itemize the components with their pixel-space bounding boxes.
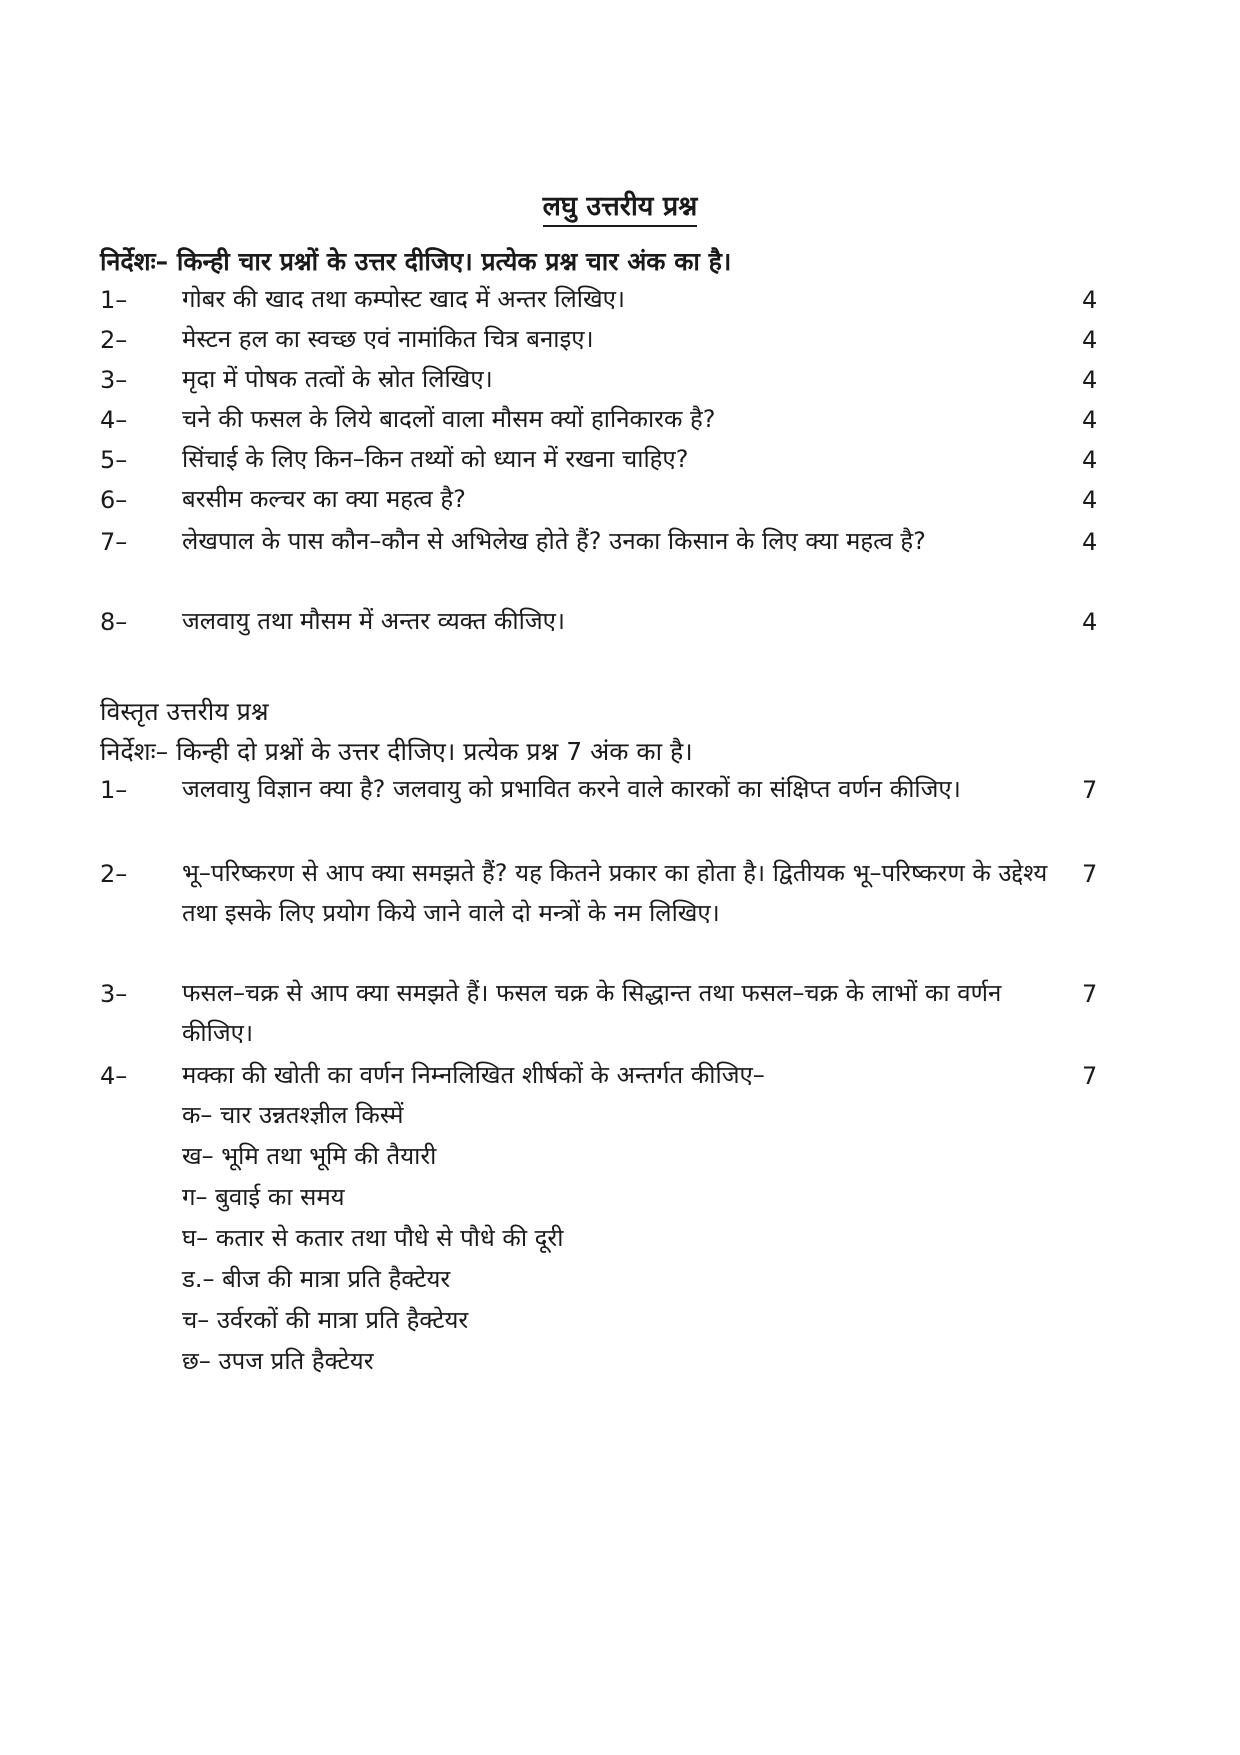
question-number: 3– — [100, 366, 128, 394]
question-marks: 4 — [1082, 286, 1098, 314]
sub-item-ka: क– चार उन्नतश्ज्ञील किस्में — [182, 1101, 404, 1129]
long-answer-title: विस्तृत उत्तरीय प्रश्न — [100, 697, 269, 726]
question-number: 3– — [100, 980, 128, 1008]
question-text: गोबर की खाद तथा कम्पोस्ट खाद में अन्तर लिखिए। — [182, 285, 625, 313]
sub-item-chha: छ– उपज प्रति हैक्टेयर — [182, 1347, 374, 1375]
question-text: मक्का की खोती का वर्णन निम्नलिखित शीर्षकों के अन्तर्गत कीजिए– — [182, 1061, 765, 1089]
sub-item-kha: ख– भूमि तथा भूमि की तैयारी — [182, 1142, 437, 1170]
question-text: जलवायु तथा मौसम में अन्तर व्यक्त कीजिए। — [182, 607, 565, 635]
question-marks: 4 — [1082, 486, 1098, 514]
question-marks: 4 — [1082, 366, 1098, 394]
sub-item-ga: ग– बुवाई का समय — [182, 1183, 345, 1211]
question-number: 2– — [100, 326, 128, 354]
question-marks: 4 — [1082, 446, 1098, 474]
sub-item-cha: च– उर्वरकों की मात्रा प्रति हैक्टेयर — [182, 1306, 469, 1334]
question-marks: 4 — [1082, 406, 1098, 434]
short-answer-title — [0, 186, 1240, 223]
question-number: 8– — [100, 608, 128, 636]
question-number: 5– — [100, 446, 128, 474]
question-marks: 4 — [1082, 528, 1098, 556]
question-number: 4– — [100, 1062, 128, 1090]
question-number: 7– — [100, 528, 128, 556]
short-answer-instruction: निर्देशः– किन्ही चार प्रश्नों के उत्तर दीजिए। प्रत्येक प्रश्न चार अंक का है। — [100, 247, 732, 276]
question-number: 1– — [100, 286, 128, 314]
question-number: 2– — [100, 860, 128, 888]
question-marks: 4 — [1082, 326, 1098, 354]
question-number: 6– — [100, 486, 128, 514]
question-text: जलवायु विज्ञान क्या है? जलवायु को प्रभावित करने वाले कारकों का संक्षिप्त वर्णन कीजिए। — [182, 775, 961, 803]
sub-item-gha: घ– कतार से कतार तथा पौधे से पौधे की दूरी — [182, 1224, 564, 1252]
question-text: लेखपाल के पास कौन–कौन से अभिलेख होते हैं? उनका किसान के लिए क्या महत्व है? — [182, 527, 926, 555]
question-text: फसल–चक्र से आप क्या समझते हैं। फसल चक्र के सिद्धान्त तथा फसल–चक्र के लाभों का वर्णन कीजिए। — [182, 979, 1002, 1047]
question-marks: 7 — [1082, 776, 1098, 804]
question-text: भू–परिष्करण से आप क्या समझते हैं? यह कितने प्रकार का होता है। द्वितीयक भू–परिष्करण के उद्देश्य तथा इसके लिए प्रयोग किये जाने वाले दो मन्त्रों के नम लिखिए। — [182, 859, 1048, 927]
question-marks: 7 — [1082, 980, 1098, 1008]
question-text: मृदा में पोषक तत्वों के स्रोत लिखिए। — [182, 365, 493, 393]
long-answer-instruction: निर्देशः– किन्ही दो प्रश्नों के उत्तर दीजिए। प्रत्येक प्रश्न 7 अंक का है। — [100, 737, 693, 766]
question-text: चने की फसल के लिये बादलों वाला मौसम क्यों हानिकारक है? — [182, 405, 716, 433]
question-text: सिंचाई के लिए किन–किन तथ्यों को ध्यान में रखना चाहिए? — [182, 445, 689, 473]
question-number: 1– — [100, 776, 128, 804]
question-marks: 7 — [1082, 860, 1098, 888]
sub-item-da: ड.– बीज की मात्रा प्रति हैक्टेयर — [182, 1265, 451, 1293]
short-answer-title-text: लघु उत्तरीय प्रश्न — [543, 191, 698, 227]
question-text: बरसीम कल्चर का क्या महत्व है? — [182, 485, 466, 513]
question-marks: 7 — [1082, 1062, 1098, 1090]
question-marks: 4 — [1082, 608, 1098, 636]
question-number: 4– — [100, 406, 128, 434]
question-text: मेस्टन हल का स्वच्छ एवं नामांकित चित्र बनाइए। — [182, 325, 594, 353]
